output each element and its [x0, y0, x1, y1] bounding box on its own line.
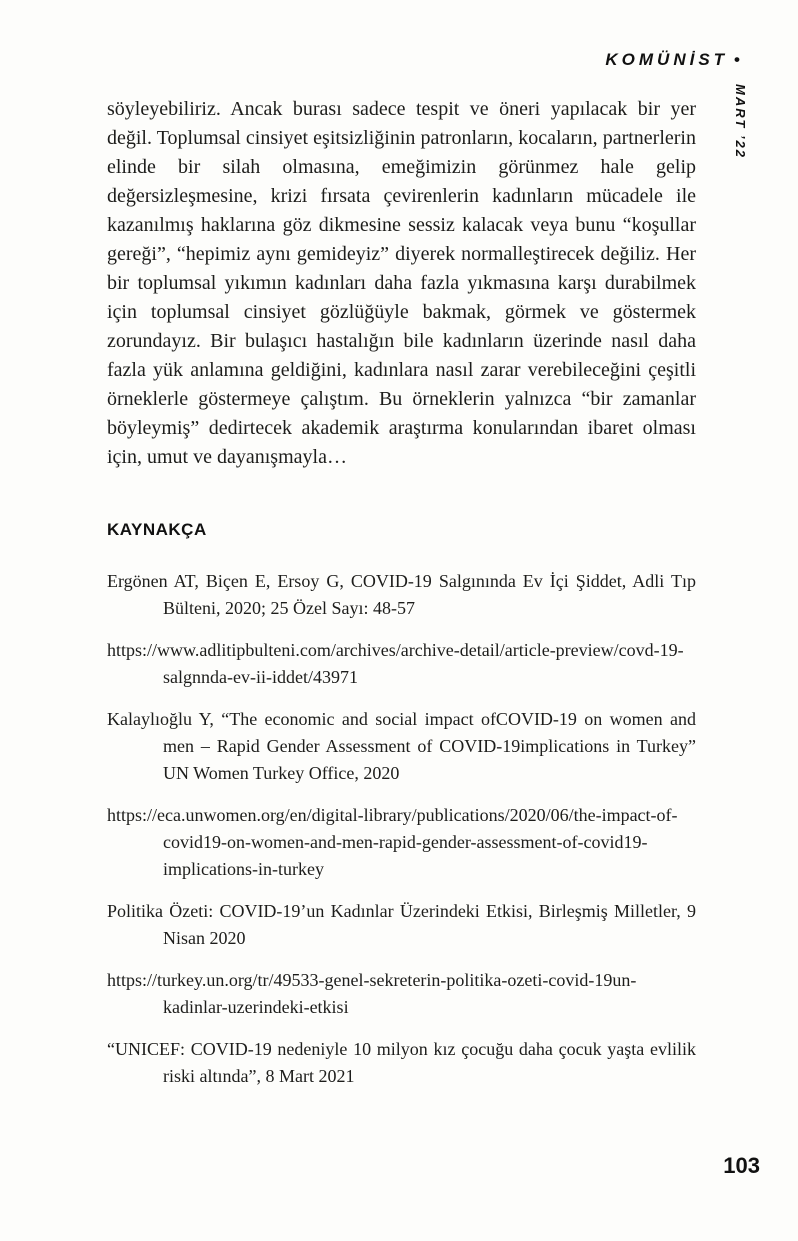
reference-item: Politika Özeti: COVID-19’un Kadınlar Üzerindeki Etkisi, Birleşmiş Milletler, 9 Nisan 2020	[107, 901, 696, 948]
issue-date: MART ’22	[733, 84, 748, 159]
reference-item: https://eca.unwomen.org/en/digital-library/publications/2020/06/the-impact-of-covid19-on-women-and-men-rapid-gender-assessment-of-covid19-implications-in-turkey	[107, 805, 678, 879]
reference-item: https://turkey.un.org/tr/49533-genel-sekreterin-politika-ozeti-covid-19un-kadinlar-uzerindeki-etkisi	[107, 970, 637, 1017]
journal-title-text: KOMÜNİST	[605, 50, 729, 69]
reference-item: Kalaylıoğlu Y, “The economic and social impact ofCOVID-19 on women and men – Rapid Gender Assessment of COVID-19implications in Turkey” UN Women Turkey Office, 2020	[107, 709, 696, 783]
reference-item: https://www.adlitipbulteni.com/archives/archive-detail/article-preview/covd-19-salgnnda-ev-ii-iddet/43971	[107, 640, 684, 687]
journal-title	[605, 50, 740, 70]
bullet-icon: •	[734, 50, 740, 69]
reference-item: “UNICEF: COVID-19 nedeniyle 10 milyon kız çocuğu daha çocuk yaşta evlilik riski altında”, 8 Mart 2021	[107, 1039, 696, 1086]
page-number: 103	[723, 1153, 760, 1178]
body-paragraph: söyleyebiliriz. Ancak burası sadece tespit ve öneri yapılacak bir yer değil. Toplumsal cinsiyet eşitsizliğinin patronların, kocaların, partnerlerin elinde bir silah olmasına, emeğimizin görünmez hale gelip değersizleşmesine, krizi fırsata çevirenlerin kadınların mücadele ile kazanılmış haklarına göz dikmesine sessiz kalacak veya bunu “koşullar gereği”, “hepimiz aynı gemideyiz” diyerek normalleştirecek değiliz. Her bir toplumsal yıkımın kadınları daha fazla yıkmasına karşı durabilmek için toplumsal cinsiyet gözlüğüyle bakmak, görmek ve göstermek zorundayız. Bir bulaşıcı hastalığın bile kadınların üzerinde nasıl daha fazla yük anlamına geldiğini, kadınlara nasıl zarar verebileceğini çeşitli örneklerle göstermeye çalıştım. Bu örneklerin yalnızca “bir zamanlar böyleymiş” dedirtecek akademik araştırma konularından ibaret olması için, umut ve dayanışmayla…	[107, 98, 696, 468]
reference-item: Ergönen AT, Biçen E, Ersoy G, COVID-19 Salgınında Ev İçi Şiddet, Adli Tıp Bülteni, 2020; 25 Özel Sayı: 48-57	[107, 571, 696, 618]
page-content	[107, 95, 696, 1105]
reference-list	[107, 568, 696, 1090]
bibliography-heading: KAYNAKÇA	[107, 520, 207, 539]
